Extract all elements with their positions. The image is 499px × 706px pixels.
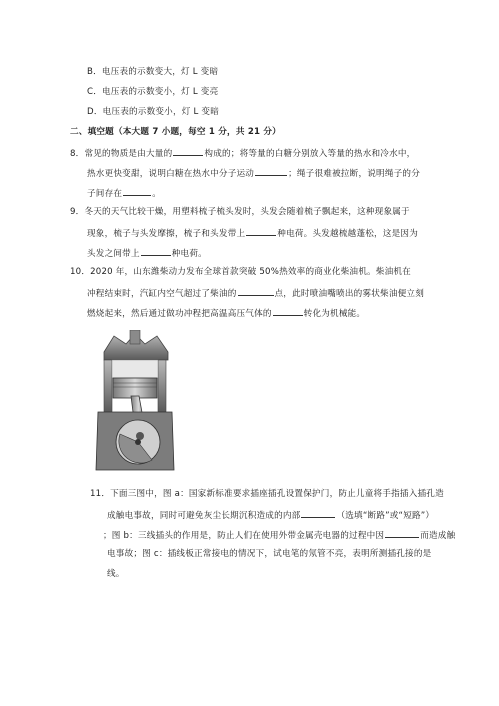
q11-blank1[interactable] [301, 508, 335, 518]
q11-text: 而造成触 [420, 531, 456, 541]
q8-text: 8．常见的物质是由大量的 [70, 149, 173, 159]
q11-blank2[interactable] [385, 528, 419, 538]
q11-text: ；图 b：三线插头的作用是，防止人们在使用外带金属壳电器的过程中因 [103, 531, 385, 541]
combustion-chamber [112, 360, 158, 378]
q8-line1 [70, 146, 415, 160]
q11-line2 [107, 508, 434, 522]
q11-line5: 线。 [107, 569, 125, 579]
q8-blank3[interactable] [123, 186, 151, 196]
q8-blank1[interactable] [173, 146, 203, 156]
q8-text: ；绳子很难被拉断，说明绳子的分 [288, 169, 421, 179]
q9-line3 [87, 246, 207, 260]
q10-text: 燃烧起来，然后通过做功冲程把高温高压气体的 [87, 309, 272, 319]
q10-text: 冲程结束时，汽缸内空气超过了柴油的 [87, 289, 237, 299]
q8-text: 热水更快变甜，说明白糖在热水中分子运动 [87, 169, 255, 179]
fuel-injector [130, 330, 140, 344]
q11-line4: 电事故；图 c：插线板正常接电的情况下，试电笔的氖管不亮，表明所测插孔接的是 [107, 549, 432, 559]
q11-text: 成触电事故，同时可避免灰尘长期沉积造成的内部 [107, 511, 301, 521]
piston [113, 378, 157, 398]
q11-text: （选填“断路”或“短路”） [336, 511, 435, 521]
q11-line1: 11．下面三图中，图 a：国家新标准要求插座插孔设置保护门，防止儿童将手指插入插孔造 [90, 489, 444, 499]
q8-line2 [87, 166, 420, 180]
q9-text: 头发之间带上 [87, 249, 140, 259]
q9-text: 种电荷。头发越梳越蓬松，这是因为 [277, 229, 418, 239]
diesel-engine-figure [90, 330, 180, 480]
cylinder-wall-left [104, 360, 112, 412]
cylinder-wall-right [158, 360, 166, 412]
option-b: B．电压表的示数变大，灯 L 变暗 [87, 67, 219, 77]
q10-blank2[interactable] [273, 306, 303, 316]
q10-line2 [87, 286, 424, 300]
option-d: D．电压表的示数变小，灯 L 变暗 [87, 107, 219, 117]
q9-text: 种电荷。 [171, 249, 207, 259]
q9-line1: 9．冬天的天气比较干燥，用塑料梳子梳头发时，头发会随着梳子飘起来，这种现象属于 [70, 207, 410, 217]
q10-text: 点，此时喷油嘴喷出的雾状柴油便立刻 [274, 289, 424, 299]
q9-line2 [87, 226, 418, 240]
q10-blank1[interactable] [238, 286, 274, 296]
q10-line3 [87, 306, 365, 320]
option-c: C．电压表的示数变小，灯 L 变亮 [87, 87, 219, 97]
q11-line3 [103, 528, 455, 542]
q8-line3 [87, 186, 161, 200]
section-title: 二、填空题（本大题 7 小题，每空 1 分，共 21 分） [70, 127, 281, 137]
q9-blank2[interactable] [141, 246, 171, 256]
q8-text: 。 [152, 189, 161, 199]
q9-text: 现象，梳子与头发摩擦，梳子和头发带上 [87, 229, 246, 239]
q10-text: 转化为机械能。 [303, 309, 366, 319]
q10-line1: 10．2020 年，山东潍柴动力发布全球首款突破 50%热效率的商业化柴油机。柴油机在 [70, 267, 411, 277]
q9-blank1[interactable] [246, 226, 276, 236]
q8-blank2[interactable] [255, 166, 287, 176]
q8-text: 子间存在 [87, 189, 123, 199]
q8-text: 构成的；将等量的白糖分别放入等量的热水和冷水中， [204, 149, 416, 159]
